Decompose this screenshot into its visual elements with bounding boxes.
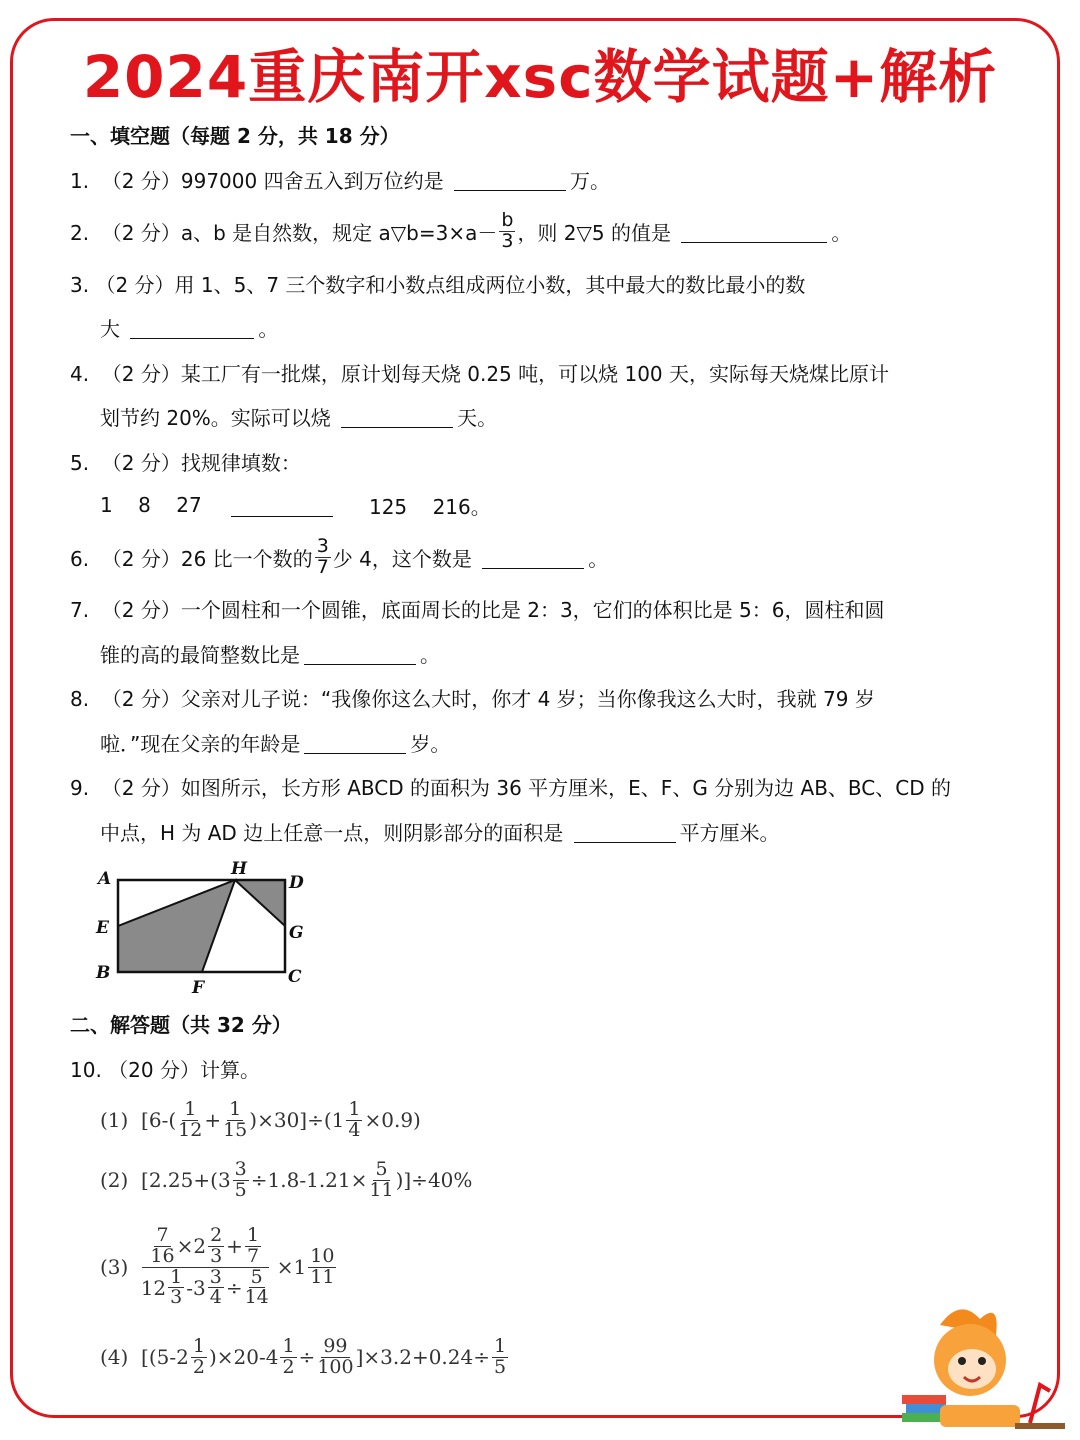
denominator: 15	[223, 1118, 248, 1141]
text-run: 3. （2 分）用 1、5、7 三个数字和小数点组成两位小数，其中最大的数比最小的数	[70, 272, 806, 297]
text-run: (2) [2.25+(3	[100, 1168, 231, 1192]
text-run: -3	[186, 1275, 206, 1300]
fraction	[150, 1223, 175, 1267]
label-b: B	[96, 963, 111, 983]
shaded-region-right	[235, 880, 285, 926]
complex-fraction	[135, 1223, 277, 1309]
text-run: 。	[588, 546, 609, 571]
text-run: ×1	[276, 1255, 307, 1279]
text-run: )×30]÷(1	[249, 1108, 345, 1132]
numerator: 1	[184, 1097, 197, 1120]
text-run: 。	[420, 642, 440, 667]
label-e: E	[96, 918, 109, 938]
text-run: ÷	[298, 1345, 316, 1369]
numerator: 1	[229, 1097, 242, 1120]
text-run: 5. （2 分）找规律填数：	[70, 450, 301, 475]
answer-blank[interactable]	[231, 494, 333, 517]
numerator: 3	[234, 1157, 247, 1180]
text-run: 125 216。	[337, 494, 491, 519]
denominator: 5	[494, 1355, 507, 1378]
text-run: 6. （2 分）26 比一个数的	[70, 546, 313, 571]
question-line	[100, 1334, 510, 1380]
denominator: 2	[192, 1355, 205, 1378]
fraction	[369, 1157, 394, 1201]
fraction	[168, 1265, 184, 1309]
question-line	[70, 438, 301, 484]
denominator: 11	[369, 1178, 394, 1201]
numerator: 3	[316, 534, 329, 557]
denominator: 12	[178, 1118, 203, 1141]
text-run: ÷	[225, 1275, 243, 1300]
numerator: 7	[156, 1223, 169, 1246]
denominator: 3	[501, 229, 514, 252]
denominator: 4	[209, 1286, 222, 1309]
question-line	[70, 208, 851, 254]
text-run: )]÷40%	[395, 1168, 473, 1192]
text-run: ×2	[176, 1234, 207, 1259]
question-line	[70, 349, 889, 395]
text-run: (1) [6-(	[100, 1108, 177, 1132]
text-run: (3)	[100, 1255, 135, 1279]
denominator: 2	[282, 1355, 295, 1378]
text-run: 天。	[457, 405, 498, 430]
text-run: 万。	[569, 168, 610, 193]
answer-blank[interactable]	[681, 220, 827, 243]
label-g: G	[289, 923, 304, 943]
denominator: 3	[170, 1286, 183, 1309]
text-run: 平方厘米。	[679, 820, 780, 845]
complex-numerator	[142, 1223, 269, 1268]
fraction	[223, 1097, 248, 1141]
numerator: 2	[210, 1223, 223, 1246]
text-run: 划节约 20%。实际可以烧	[100, 405, 338, 430]
fraction	[492, 1334, 508, 1378]
denominator: 7	[246, 1244, 260, 1267]
text-run: ×0.9)	[364, 1108, 421, 1132]
question-line	[70, 763, 951, 809]
text-run: 大	[100, 316, 127, 341]
answer-blank[interactable]	[574, 820, 676, 843]
text-run: 少 4，这个数是	[332, 546, 479, 571]
text-run: 。	[831, 220, 852, 245]
numerator: 99	[323, 1334, 348, 1357]
numerator: 1	[192, 1334, 205, 1357]
question-line	[100, 719, 450, 765]
question-line	[100, 393, 497, 439]
text-run: ]×3.2+0.24÷	[355, 1345, 490, 1369]
question-line	[100, 1223, 338, 1309]
question-line	[70, 260, 805, 306]
question-line	[100, 808, 780, 854]
answer-blank[interactable]	[482, 546, 584, 569]
text-run: ÷1.8-1.21×	[250, 1168, 368, 1192]
question-line	[100, 304, 278, 350]
question-line	[100, 1097, 421, 1143]
numerator: 1	[348, 1097, 361, 1120]
text-run: 二、解答题（共 32 分）	[70, 1012, 292, 1037]
rectangle-abcd-figure	[92, 855, 312, 1000]
numerator: 1	[246, 1223, 260, 1246]
fraction	[346, 1097, 362, 1141]
denominator: 4	[348, 1118, 361, 1141]
text-run: 8. （2 分）父亲对儿子说：“我像你这么大时，你才 4 岁；当你像我这么大时，我就 79 岁	[70, 686, 875, 711]
fraction	[245, 1223, 261, 1267]
page-title: 2024重庆南开xsc数学试题+解析	[82, 43, 998, 111]
fraction	[317, 1334, 354, 1378]
fraction	[315, 534, 331, 578]
text-run: ，则 2▽5 的值是	[517, 220, 678, 245]
denominator: 5	[234, 1178, 247, 1201]
label-a: A	[98, 869, 112, 889]
text-run: +	[204, 1108, 222, 1132]
text-run: 7. （2 分）一个圆柱和一个圆锥，底面周长的比是 2：3，它们的体积比是 5：6，圆柱和圆	[70, 597, 885, 622]
text-run: (4) [(5-2	[100, 1345, 189, 1369]
text-run: 9. （2 分）如图所示，长方形 ABCD 的面积为 36 平方厘米，E、F、G 分别为边 AB、BC、CD 的	[70, 775, 951, 800]
denominator: 100	[317, 1355, 354, 1378]
answer-blank[interactable]	[341, 405, 453, 428]
text-run: 一、填空题（每题 2 分，共 18 分）	[70, 123, 400, 148]
numerator: 3	[209, 1265, 222, 1288]
question-line	[70, 674, 875, 720]
fraction	[208, 1223, 224, 1267]
denominator: 16	[150, 1244, 175, 1267]
text-run: 12	[140, 1275, 167, 1300]
label-c: C	[288, 967, 302, 987]
text-run: 10. （20 分）计算。	[70, 1057, 260, 1082]
answer-blank[interactable]	[130, 316, 254, 339]
label-d: D	[289, 873, 304, 893]
text-run: 2. （2 分）a、b 是自然数，规定 a▽b=3×a－	[70, 220, 498, 245]
monkey-mascot-illustration	[900, 1305, 1070, 1435]
fraction	[208, 1265, 224, 1309]
answer-blank[interactable]	[304, 642, 416, 665]
numerator: b	[501, 208, 514, 231]
denominator: 14	[244, 1286, 269, 1309]
question-line	[100, 630, 440, 676]
text-run: 4. （2 分）某工厂有一批煤，原计划每天烧 0.25 吨，可以烧 100 天，实际每天烧煤比原计	[70, 361, 890, 386]
section-heading	[70, 111, 400, 157]
label-f: F	[192, 978, 205, 998]
answer-blank[interactable]	[304, 731, 406, 754]
text-run: 锥的高的最简整数比是	[100, 642, 300, 667]
label-h: H	[231, 859, 248, 879]
text-run: 岁。	[410, 731, 451, 756]
text-run: 中点，H 为 AD 边上任意一点，则阴影部分的面积是	[100, 820, 570, 845]
fraction	[178, 1097, 203, 1141]
fraction	[244, 1265, 269, 1309]
question-line	[70, 534, 608, 580]
numerator: 1	[170, 1265, 183, 1288]
denominator: 3	[210, 1244, 223, 1267]
denominator: 7	[316, 555, 329, 578]
numerator: 1	[282, 1334, 295, 1357]
fraction	[191, 1334, 207, 1378]
text-run: +	[226, 1234, 243, 1259]
text-run: 1. （2 分）997000 四舍五入到万位约是	[70, 168, 450, 193]
numerator: 10	[310, 1244, 335, 1267]
numerator: 1	[494, 1334, 507, 1357]
text-run: 。	[258, 316, 279, 341]
numerator: 5	[375, 1157, 388, 1180]
answer-blank[interactable]	[454, 168, 566, 191]
shaded-region-left	[118, 880, 235, 972]
fraction	[280, 1334, 296, 1378]
question-line	[100, 1157, 472, 1203]
denominator: 11	[310, 1265, 335, 1288]
question-line	[70, 1045, 260, 1091]
complex-denominator	[135, 1265, 277, 1309]
question-line	[70, 585, 885, 631]
text-run: 啦．”现在父亲的年龄是	[100, 731, 301, 756]
question-line	[70, 156, 610, 202]
fraction	[233, 1157, 249, 1201]
question-line	[100, 482, 491, 528]
fraction	[499, 208, 515, 252]
text-run: 1 8 27	[100, 493, 228, 517]
text-run: )×20-4	[208, 1345, 279, 1369]
fraction	[308, 1244, 336, 1288]
section-heading	[70, 1000, 292, 1046]
numerator: 5	[250, 1265, 263, 1288]
